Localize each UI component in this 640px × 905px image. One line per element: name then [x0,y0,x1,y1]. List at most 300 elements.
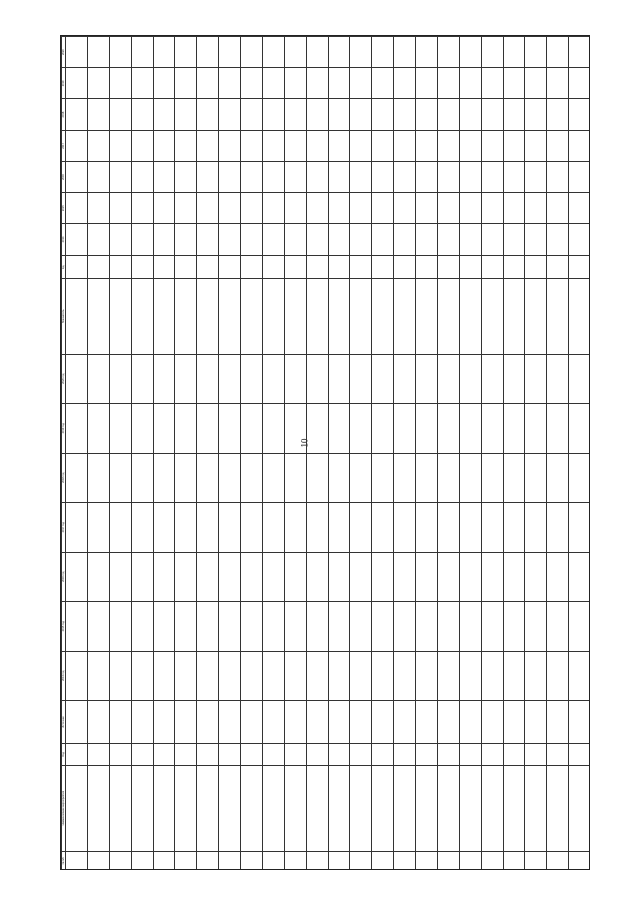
table-cell-empty [66,404,88,454]
table-cell-empty [437,255,459,279]
table-cell-empty [394,404,416,454]
table-cell-empty [372,503,394,553]
table-cell-empty [306,602,328,652]
table-cell-empty [350,354,372,404]
table-cell-empty [241,552,263,602]
table-cell-empty [87,130,109,161]
table-cell-empty [503,765,525,851]
table-cell-empty [569,602,590,652]
table-cell-empty [241,503,263,553]
table-cell-empty [306,37,328,68]
table-cell-empty [503,404,525,454]
table-cell-empty [131,602,153,652]
table-cell-empty [569,354,590,404]
table-cell-empty [350,651,372,701]
table-cell-empty [66,37,88,68]
table-cell-empty [394,602,416,652]
table-cell-empty [525,224,547,255]
table-cell-empty [219,851,241,870]
table-cell-empty [416,651,438,701]
table-cell-empty [503,99,525,130]
table-cell-empty [525,851,547,870]
table-row-empty [109,37,131,871]
table-cell-empty [153,255,175,279]
table-cell-empty [372,130,394,161]
table-row-empty [153,37,175,871]
table-cell-empty [66,453,88,503]
table-cell-empty [131,744,153,766]
table-cell-empty [284,193,306,224]
table-cell-empty [372,701,394,744]
table-cell-empty [372,68,394,99]
col-header: № п/п [62,851,66,870]
table-cell-empty [66,602,88,652]
table-cell-empty [481,503,503,553]
table-cell-empty [416,851,438,870]
table-cell-empty [372,99,394,130]
table-cell-empty [87,651,109,701]
table-cell-empty [306,193,328,224]
table-cell-empty [372,37,394,68]
table-cell-empty [262,354,284,404]
table-cell-empty [197,744,219,766]
table-cell-empty [372,602,394,652]
table-cell-empty [525,68,547,99]
col-header: 2014 год [62,651,66,701]
program-table [61,36,590,870]
table-cell-empty [284,255,306,279]
table-cell-empty [350,404,372,454]
table-cell-empty [153,37,175,68]
table-cell-empty [394,503,416,553]
table-cell-empty [66,255,88,279]
table-cell-empty [459,99,481,130]
table-cell-empty [87,354,109,404]
table-row-empty [459,37,481,871]
table-cell-empty [219,503,241,553]
table-row-empty [219,37,241,871]
col-header: 2019 [62,68,66,99]
table-cell-empty [416,99,438,130]
table-cell-empty [328,279,350,354]
table-cell-empty [284,224,306,255]
table-row-empty [437,37,459,871]
table-cell-empty [547,224,569,255]
table-cell-empty [197,552,219,602]
table-cell-empty [219,37,241,68]
table-cell-empty [459,193,481,224]
table-cell-empty [481,744,503,766]
table-cell-empty [87,37,109,68]
table-cell-empty [416,224,438,255]
table-cell-empty [372,224,394,255]
table-cell-empty [109,68,131,99]
table-cell-empty [131,404,153,454]
table-cell-empty [66,354,88,404]
table-cell-empty [306,279,328,354]
table-cell-empty [459,255,481,279]
table-cell-empty [547,651,569,701]
table-cell-empty [241,765,263,851]
table-cell-empty [525,552,547,602]
table-cell-empty [66,651,88,701]
table-row-empty [262,37,284,871]
table-cell-empty [547,453,569,503]
table-cell-empty [241,161,263,192]
table-cell-empty [219,68,241,99]
table-cell-empty [416,279,438,354]
table-cell-empty [525,193,547,224]
table-cell-empty [153,651,175,701]
table-cell-empty [525,701,547,744]
table-cell-empty [328,354,350,404]
table-cell-empty [241,701,263,744]
table-cell-empty [372,765,394,851]
table-cell-empty [437,279,459,354]
table-cell-empty [569,224,590,255]
table-cell-empty [569,765,590,851]
table-cell-empty [241,99,263,130]
table-cell-empty [481,404,503,454]
table-cell-empty [372,851,394,870]
table-cell-empty [481,765,503,851]
table-cell-empty [87,68,109,99]
table-cell-empty [262,503,284,553]
table-row-empty [87,37,109,871]
table-cell-empty [503,552,525,602]
table-cell-empty [197,651,219,701]
table-cell-empty [87,255,109,279]
table-cell-empty [372,552,394,602]
col-header: Код [62,744,66,766]
table-cell-empty [328,224,350,255]
table-cell-empty [328,453,350,503]
table-cell-empty [416,130,438,161]
table-cell-empty [437,404,459,454]
table-cell-empty [503,354,525,404]
table-row-empty [525,37,547,871]
table-cell-empty [87,404,109,454]
table-cell-empty [87,744,109,766]
table-cell-empty [262,744,284,766]
table-cell-empty [131,279,153,354]
table-cell-empty [416,37,438,68]
table-cell-empty [416,68,438,99]
table-cell-empty [131,99,153,130]
table-cell-empty [175,552,197,602]
table-cell-empty [219,602,241,652]
table-cell-empty [175,130,197,161]
table-cell-empty [350,765,372,851]
table-row-empty [569,37,590,871]
table-cell-empty [350,503,372,553]
table-cell-empty [394,130,416,161]
table-cell-empty [547,552,569,602]
table-cell-empty [328,552,350,602]
table-cell-empty [525,453,547,503]
table-cell-empty [131,224,153,255]
table-cell-empty [175,765,197,851]
table-cell-empty [503,255,525,279]
table-cell-empty [262,224,284,255]
table-cell-empty [569,404,590,454]
table-cell-empty [153,851,175,870]
table-row-empty [416,37,438,871]
table-row-empty [547,37,569,871]
table-row-empty [394,37,416,871]
table-cell-empty [109,701,131,744]
table-cell-empty [197,701,219,744]
table-cell-empty [437,354,459,404]
table-cell-empty [481,552,503,602]
table-cell-empty [372,255,394,279]
table-cell-empty [306,765,328,851]
table-cell-empty [109,224,131,255]
table-cell-empty [350,279,372,354]
table-cell-empty [197,279,219,354]
table-cell-empty [416,744,438,766]
table-cell-empty [219,255,241,279]
table-cell-empty [525,503,547,553]
table-cell-empty [197,130,219,161]
table-cell-empty [328,744,350,766]
table-cell-empty [284,37,306,68]
table-cell-empty [372,279,394,354]
col-header: 2015 год [62,602,66,652]
table-cell-empty [87,161,109,192]
table-cell-empty [437,503,459,553]
table-cell-empty [416,453,438,503]
table-cell-empty [241,354,263,404]
table-row-empty [306,37,328,871]
table-cell-empty [481,130,503,161]
table-cell-empty [219,765,241,851]
table-cell-empty [547,161,569,192]
table-cell-empty [503,851,525,870]
table-cell-empty [525,130,547,161]
table-cell-empty [503,130,525,161]
table-cell-empty [569,453,590,503]
table-cell-empty [459,404,481,454]
table-cell-empty [503,453,525,503]
table-cell-empty [284,503,306,553]
table-cell-empty [394,161,416,192]
col-header: 2017 год [62,503,66,553]
table-cell-empty [153,602,175,652]
table-row-empty [131,37,153,871]
table-cell-empty [481,851,503,870]
table-cell-empty [175,651,197,701]
table-cell-empty [416,193,438,224]
table-cell-empty [547,851,569,870]
table-cell-empty [87,552,109,602]
table-cell-empty [131,37,153,68]
table-cell-empty [328,37,350,68]
table-cell-empty [66,193,88,224]
table-cell-empty [153,765,175,851]
table-cell-empty [66,744,88,766]
col-header: 2020 [62,37,66,68]
table-cell-empty [284,68,306,99]
table-cell-empty [131,503,153,553]
table-cell-empty [459,851,481,870]
table-cell-empty [350,453,372,503]
table-cell-empty [547,193,569,224]
table-cell-empty [262,68,284,99]
col-header: 2014 [62,224,66,255]
table-cell-empty [175,851,197,870]
table-cell-empty [350,701,372,744]
table-cell-empty [459,701,481,744]
table-cell-empty [306,503,328,553]
table-cell-empty [459,37,481,68]
table-cell-empty [219,651,241,701]
table-cell-empty [306,744,328,766]
table-cell-empty [306,161,328,192]
table-cell-empty [109,279,131,354]
table-cell-empty [241,37,263,68]
table-cell-empty [87,851,109,870]
table-cell-empty [197,851,219,870]
table-cell-empty [87,99,109,130]
table-cell-empty [66,552,88,602]
table-cell-empty [394,37,416,68]
table-cell-empty [284,701,306,744]
table-cell-empty [416,602,438,652]
table-cell-empty [284,279,306,354]
table-cell-empty [241,602,263,652]
table-cell-empty [394,354,416,404]
table-cell-empty [175,279,197,354]
table-cell-empty [131,255,153,279]
table-cell-empty [219,404,241,454]
table-cell-empty [459,161,481,192]
table-cell-empty [525,161,547,192]
table-cell-empty [66,851,88,870]
table-cell-empty [284,99,306,130]
table-cell-empty [437,552,459,602]
table-cell-empty [197,193,219,224]
table-cell-empty [459,224,481,255]
table-cell-empty [197,224,219,255]
table-cell-empty [197,68,219,99]
table-cell-empty [547,354,569,404]
table-cell-empty [219,99,241,130]
table-row-empty [372,37,394,871]
table-cell-empty [394,193,416,224]
table-cell-empty [109,193,131,224]
table-cell-empty [153,193,175,224]
table-cell-empty [437,602,459,652]
table-cell-empty [241,453,263,503]
table-cell-empty [437,193,459,224]
table-cell-empty [503,193,525,224]
table-cell-empty [197,602,219,652]
table-cell-empty [87,453,109,503]
table-cell-empty [153,503,175,553]
table-cell-empty [394,224,416,255]
page-number: 10 [299,438,310,448]
table-cell-empty [328,193,350,224]
table-cell-empty [525,651,547,701]
table-cell-empty [66,68,88,99]
table-cell-empty [306,552,328,602]
table-cell-empty [328,68,350,99]
table-cell-empty [284,602,306,652]
table-cell-empty [284,161,306,192]
table-cell-empty [131,193,153,224]
table-cell-empty [503,224,525,255]
table-cell-empty [241,651,263,701]
table-cell-empty [175,161,197,192]
table-cell-empty [394,651,416,701]
table-cell-empty [153,68,175,99]
table-cell-empty [525,37,547,68]
col-header: 2016 год [62,552,66,602]
table-cell-empty [306,651,328,701]
table-cell-empty [175,354,197,404]
table-cell-empty [284,130,306,161]
table-cell-empty [569,701,590,744]
table-cell-empty [547,255,569,279]
table-cell-empty [416,701,438,744]
table-cell-empty [197,255,219,279]
col-header: 2015 [62,193,66,224]
table-cell-empty [547,765,569,851]
table-cell-empty [284,453,306,503]
table-cell-empty [481,255,503,279]
table-cell-empty [328,161,350,192]
table-cell-empty [372,193,394,224]
table-row-empty [503,37,525,871]
table-cell-empty [262,404,284,454]
table-cell-empty [328,99,350,130]
table-cell-empty [525,765,547,851]
table-cell-empty [328,404,350,454]
table-cell-empty [284,851,306,870]
table-cell-empty [416,354,438,404]
table-cell-empty [328,130,350,161]
table-cell-empty [459,130,481,161]
table-cell-empty [109,744,131,766]
table-cell-empty [525,744,547,766]
table-cell-empty [350,552,372,602]
table-cell-empty [219,193,241,224]
table-cell-empty [525,99,547,130]
table-row-empty [197,37,219,871]
table-cell-empty [372,744,394,766]
table-cell-empty [503,701,525,744]
table-cell-empty [350,99,372,130]
table-cell-empty [394,744,416,766]
table-cell-empty [131,552,153,602]
table-cell-empty [525,255,547,279]
table-cell-empty [437,99,459,130]
table-cell-empty [372,404,394,454]
table-cell-empty [306,404,328,454]
table-cell-empty [459,68,481,99]
table-cell-empty [459,651,481,701]
table-cell-empty [306,453,328,503]
table-cell-empty [481,224,503,255]
table-cell-empty [175,744,197,766]
rotated-table-sheet [60,35,590,870]
table-cell-empty [416,161,438,192]
table-cell-empty [153,130,175,161]
table-cell-empty [481,354,503,404]
table-cell-empty [416,503,438,553]
table-cell-empty [525,279,547,354]
